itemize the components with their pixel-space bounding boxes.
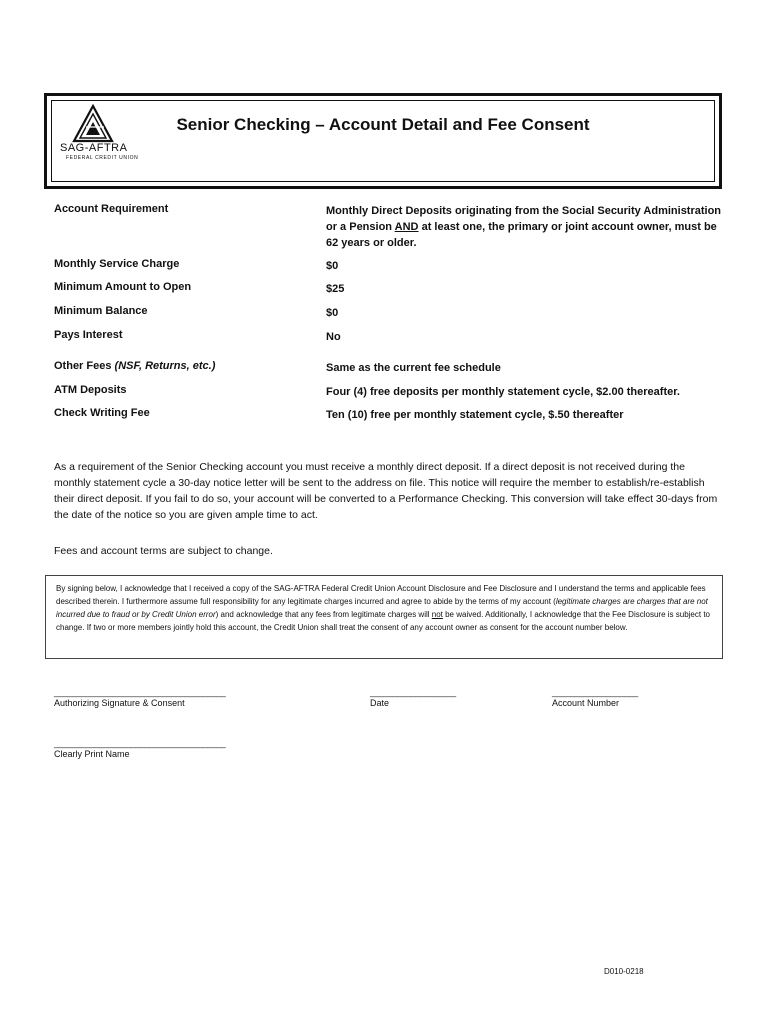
term-label: Minimum Balance xyxy=(54,305,148,317)
logo-text: SAG-AFTRA xyxy=(60,142,128,154)
account-number-caption: Account Number xyxy=(552,698,620,708)
term-label: Monthly Service Charge xyxy=(54,258,180,270)
account-number-field[interactable] xyxy=(552,687,638,708)
term-label: Check Writing Fee xyxy=(54,407,150,419)
term-value: No xyxy=(326,331,341,343)
document-title: Senior Checking – Account Detail and Fee Consent xyxy=(176,115,590,134)
header-inner-border xyxy=(51,100,715,182)
account-number-line: ___________________ xyxy=(552,687,638,697)
print-name-caption: Clearly Print Name xyxy=(54,749,130,759)
signature-caption: Authorizing Signature & Consent xyxy=(54,698,185,708)
term-value: Ten (10) free per monthly statement cycle, $.50 thereafter xyxy=(326,409,624,421)
date-caption: Date xyxy=(370,698,390,708)
change-notice: Fees and account terms are subject to change. xyxy=(54,545,273,557)
term-value: $0 xyxy=(326,307,339,319)
term-label: Other Fees (NSF, Returns, etc.) xyxy=(54,360,216,372)
term-label: Account Requirement xyxy=(54,203,169,215)
date-field[interactable] xyxy=(370,687,456,708)
direct-deposit-requirement-paragraph: As a requirement of the Senior Checking account you must receive a monthly direct deposit. If a direct deposit is not received during the monthly statement cycle a 30-day notice letter will be sent to the address on file. This notice will require the member to establish/re-establish their direct deposit. If you fail to do so, your account will be converted to a Performance Checking. This conversion will take effect 30-days from the date of the notice so you are given ample time to act. xyxy=(54,461,718,521)
authorizing-signature-field[interactable] xyxy=(54,687,225,708)
term-label: Pays Interest xyxy=(54,329,123,341)
term-value: Same as the current fee schedule xyxy=(326,362,501,374)
term-label: Minimum Amount to Open xyxy=(54,281,192,293)
term-value: $25 xyxy=(326,283,345,295)
consent-statement-box: By signing below, I acknowledge that I received a copy of the SAG-AFTRA Federal Credit Union Account Disclosure and Fee Disclosure and I understand the terms and applicable fees described therein. I furthermore assume full responsibility for any legitimate charges incurred and agree to abide by the terms of my account (legitimate charges are charges that are not incurred due to fraud or by Credit Union error) and acknowledge that any fees from legitimate charges will not be waived. Additionally, I acknowledge that the Fee Disclosure is subject to change. If two or more members jointly hold this account, the Credit Union shall treat the consent of any account owner as consent for the account number below. xyxy=(45,575,723,659)
form-code: D010-0218 xyxy=(604,967,644,976)
print-name-line: ______________________________________ xyxy=(54,738,226,748)
print-name-field[interactable] xyxy=(54,738,225,759)
term-label: ATM Deposits xyxy=(54,384,127,396)
header-box xyxy=(44,93,722,189)
term-value: Four (4) free deposits per monthly statement cycle, $2.00 thereafter. xyxy=(326,386,680,398)
term-value: $0 xyxy=(326,260,339,272)
date-line: ___________________ xyxy=(370,687,456,697)
term-value: Monthly Direct Deposits originating from the Social Security Administration or a Pension AND at least one, the primary or joint account owner, must be 62 years or older. xyxy=(326,205,722,249)
signature-line: ______________________________________ xyxy=(54,687,226,697)
logo-subtext: FEDERAL CREDIT UNION xyxy=(66,155,139,161)
